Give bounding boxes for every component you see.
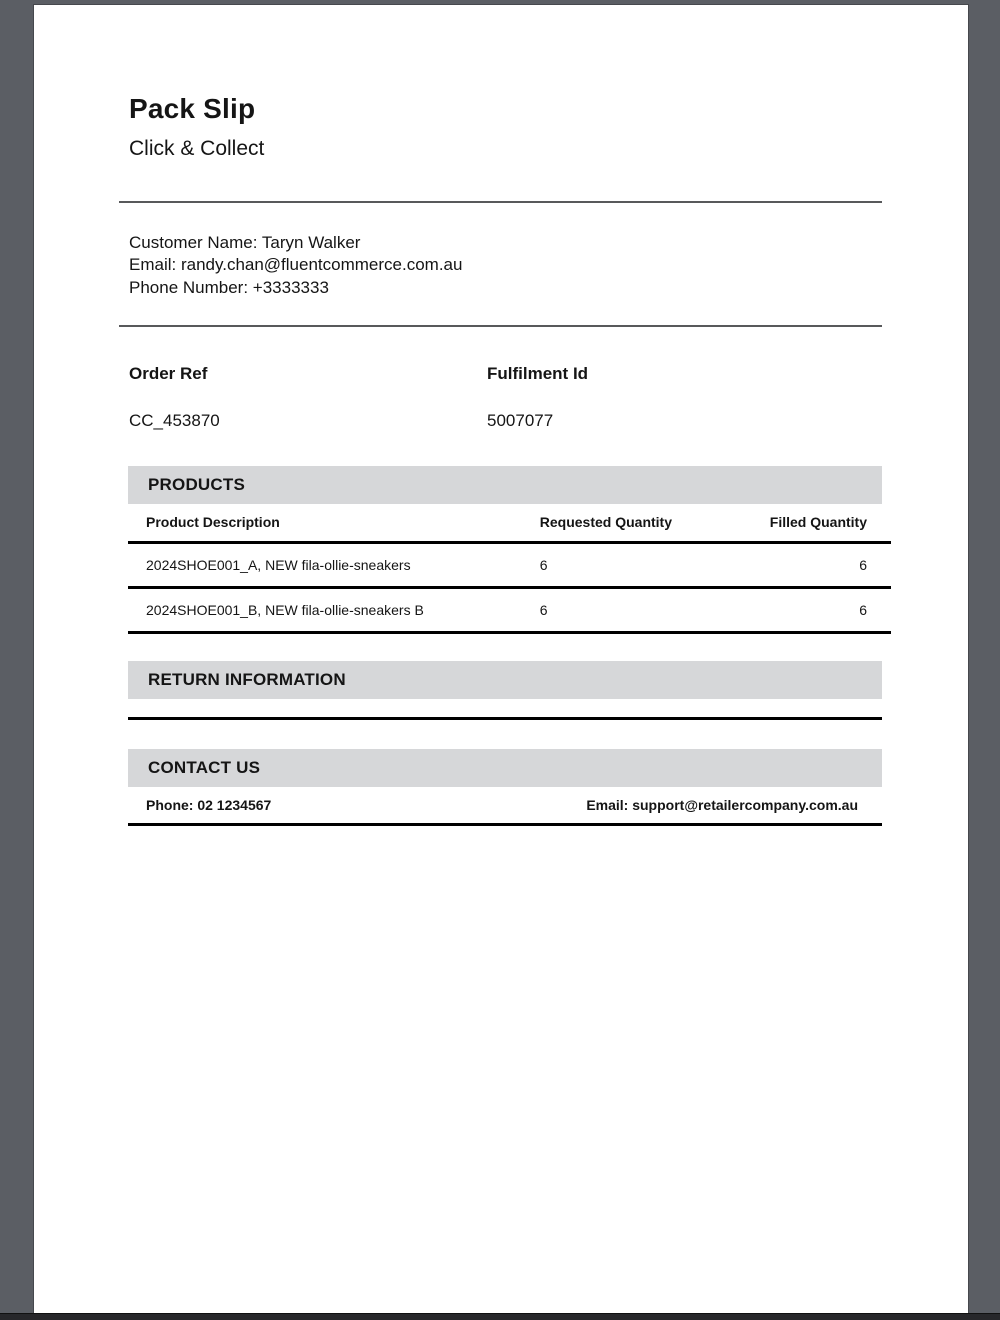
order-ref-value: CC_453870 <box>129 411 220 431</box>
contact-us-section-header: CONTACT US <box>128 749 882 787</box>
page-subtitle: Click & Collect <box>129 137 265 160</box>
table-row <box>128 588 891 633</box>
return-information-section-header: RETURN INFORMATION <box>128 661 882 699</box>
column-header-requested-quantity: Requested Quantity <box>522 504 767 543</box>
filled-quantity-cell: 6 <box>767 543 891 588</box>
contact-email: Email: support@retailercompany.com.au <box>586 797 858 814</box>
table-row <box>128 543 891 588</box>
fulfilment-id-label: Fulfilment Id <box>487 364 589 384</box>
column-header-product-description: Product Description <box>128 504 522 543</box>
divider-top <box>119 201 882 203</box>
customer-phone-line: Phone Number: +3333333 <box>129 277 329 297</box>
requested-quantity-cell: 6 <box>522 588 767 633</box>
contact-phone: Phone: 02 1234567 <box>146 797 272 814</box>
fulfilment-id-value: 5007077 <box>487 411 554 431</box>
products-table-header-row <box>128 504 891 543</box>
requested-quantity-cell: 6 <box>522 543 767 588</box>
return-information-empty-rule <box>128 717 882 720</box>
divider-customer <box>119 325 882 327</box>
customer-details <box>129 232 882 299</box>
products-table <box>128 504 891 634</box>
page-title: Pack Slip <box>129 93 256 124</box>
customer-email-line: Email: randy.chan@fluentcommerce.com.au <box>129 255 463 275</box>
contact-details-row <box>128 787 882 826</box>
document-page <box>33 4 969 1314</box>
column-header-filled-quantity: Filled Quantity <box>767 504 891 543</box>
order-ref-label: Order Ref <box>129 364 208 384</box>
product-description-cell: 2024SHOE001_B, NEW fila-ollie-sneakers B <box>128 588 522 633</box>
customer-name-line: Customer Name: Taryn Walker <box>129 233 361 252</box>
document-content <box>119 5 882 826</box>
viewport-bottom-edge <box>0 1313 1000 1320</box>
products-section-header: PRODUCTS <box>128 466 882 504</box>
order-refs <box>129 363 882 431</box>
filled-quantity-cell: 6 <box>767 588 891 633</box>
product-description-cell: 2024SHOE001_A, NEW fila-ollie-sneakers <box>128 543 522 588</box>
